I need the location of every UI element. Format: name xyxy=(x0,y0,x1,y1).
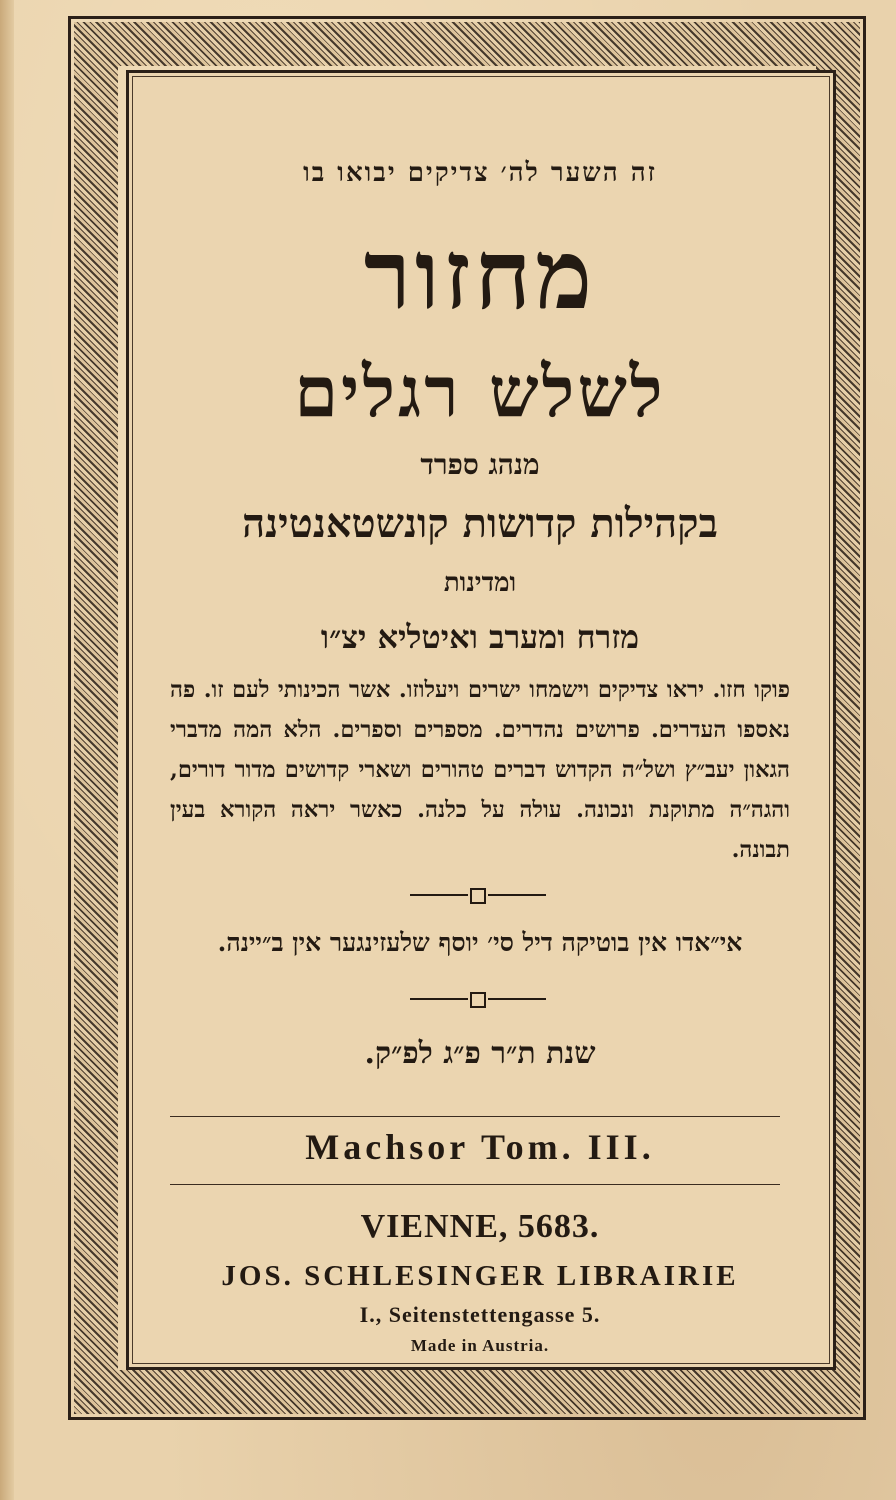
countries-line: ומדינות xyxy=(443,568,517,598)
description-paragraph: פוקו חזו. יראו צדיקים וישמחו ישרים ויעלוזו. אשר הכינותי לעם זו. פה נאספו העדרים. פרושים נהדרים. מספרים וספרים. הלא המה מדברי הגאון יעב״ץ ושל״ה הקדוש דברים טהורים ושארי קדושים מדור דורים, והגה״ה מתוקנת ונכונה. עולה על כלנה. כאשר יראה הקורא בעין תבונה. xyxy=(170,677,790,863)
regions-line: מזרח ומערב ואיטליא יצ״ו xyxy=(320,618,640,656)
publisher-name: JOS. SCHLESINGER LIBRAIRIE xyxy=(221,1260,739,1292)
publisher-address: I., Seitenstettengasse 5. xyxy=(359,1302,601,1327)
communities-line: בקהילות קדושות קונשטאנטינה xyxy=(242,500,718,547)
rule-bottom xyxy=(170,1184,780,1185)
binding-edge xyxy=(0,0,14,1500)
ornament-divider-bottom xyxy=(410,992,546,1006)
seller-line: אי״אדו אין בוטיקה דיל סי׳ יוסף שלעזינגער אין ב״יינה. xyxy=(217,928,743,957)
city-year: VIENNE, 5683. xyxy=(360,1208,600,1245)
made-in-line: Made in Austria. xyxy=(410,1336,550,1355)
sub-title: לשלש רגלים xyxy=(294,350,666,433)
minhag-line: מנהג ספרד xyxy=(420,448,540,481)
title-page-content xyxy=(150,90,810,1360)
latin-title: Machsor Tom. III. xyxy=(305,1127,655,1167)
ornament-divider-top xyxy=(410,888,546,902)
motto-line: זה השער לה׳ צדיקים יבואו בו xyxy=(303,158,657,188)
main-title: מחזור xyxy=(363,218,597,331)
hebrew-year: שנת ת״ר פ״ג לפ״ק. xyxy=(364,1036,596,1071)
rule-top xyxy=(170,1116,780,1117)
